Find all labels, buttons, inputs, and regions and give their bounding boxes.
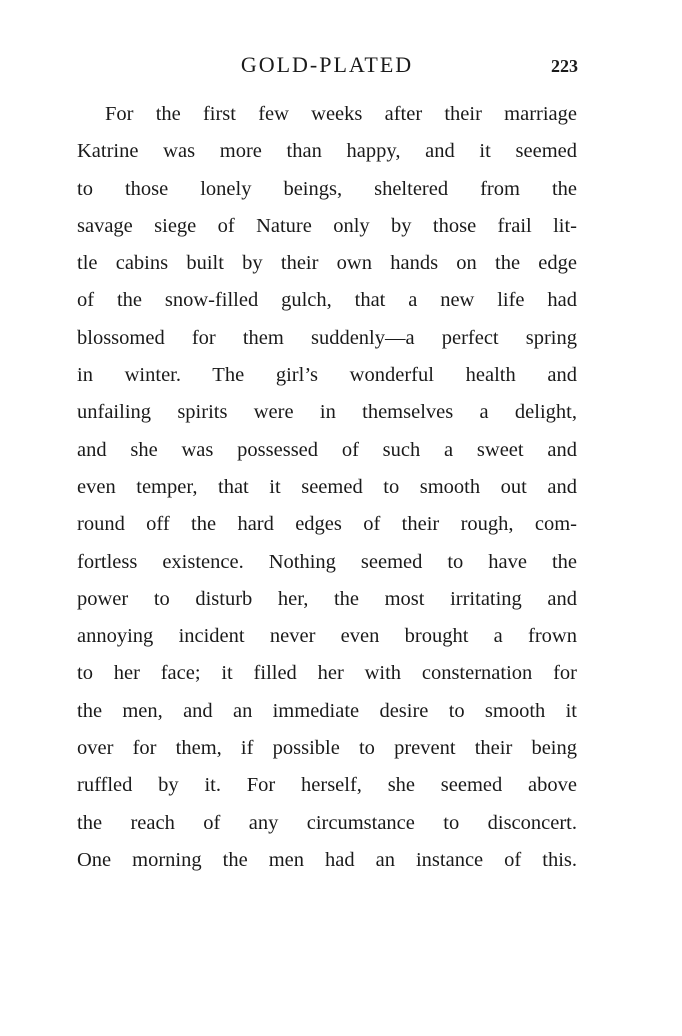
- text-line: even temper, that it seemed to smooth out and: [77, 475, 577, 498]
- page-number: 223: [551, 56, 578, 76]
- text-line: tle cabins built by their own hands on the edge: [77, 252, 577, 275]
- text-line: over for them, if possible to prevent their being: [77, 737, 577, 760]
- text-line: power to disturb her, the most irritating and: [77, 587, 577, 610]
- text-line: For the first few weeks after their marriage: [105, 103, 577, 125]
- text-line: and she was possessed of such a sweet and: [77, 438, 577, 461]
- text-line: fortless existence. Nothing seemed to have the: [77, 550, 577, 573]
- text-line: round off the hard edges of their rough, com-: [77, 513, 577, 536]
- text-line: ruffled by it. For herself, she seemed above: [77, 774, 577, 797]
- text-line: unfailing spirits were in themselves a delight,: [77, 401, 577, 424]
- text-line: the reach of any circumstance to disconcert.: [77, 811, 577, 834]
- text-line: of the snow-filled gulch, that a new life had: [77, 289, 577, 312]
- text-line: the men, and an immediate desire to smooth it: [77, 699, 577, 722]
- text-line: in winter. The girl’s wonderful health and: [77, 364, 577, 387]
- text-line: Katrine was more than happy, and it seemed: [77, 140, 577, 163]
- text-line: to her face; it filled her with consternation for: [77, 662, 577, 685]
- text-line: savage siege of Nature only by those frail lit-: [77, 214, 577, 237]
- running-head: [0, 50, 682, 80]
- running-title: GOLD-PLATED: [240, 52, 414, 77]
- body-paragraph: [77, 96, 577, 879]
- text-line: to those lonely beings, sheltered from the: [77, 177, 577, 200]
- text-line: blossomed for them suddenly—a perfect spring: [77, 326, 577, 349]
- text-line: One morning the men had an instance of this.: [77, 848, 577, 871]
- text-line: annoying incident never even brought a frown: [77, 625, 577, 648]
